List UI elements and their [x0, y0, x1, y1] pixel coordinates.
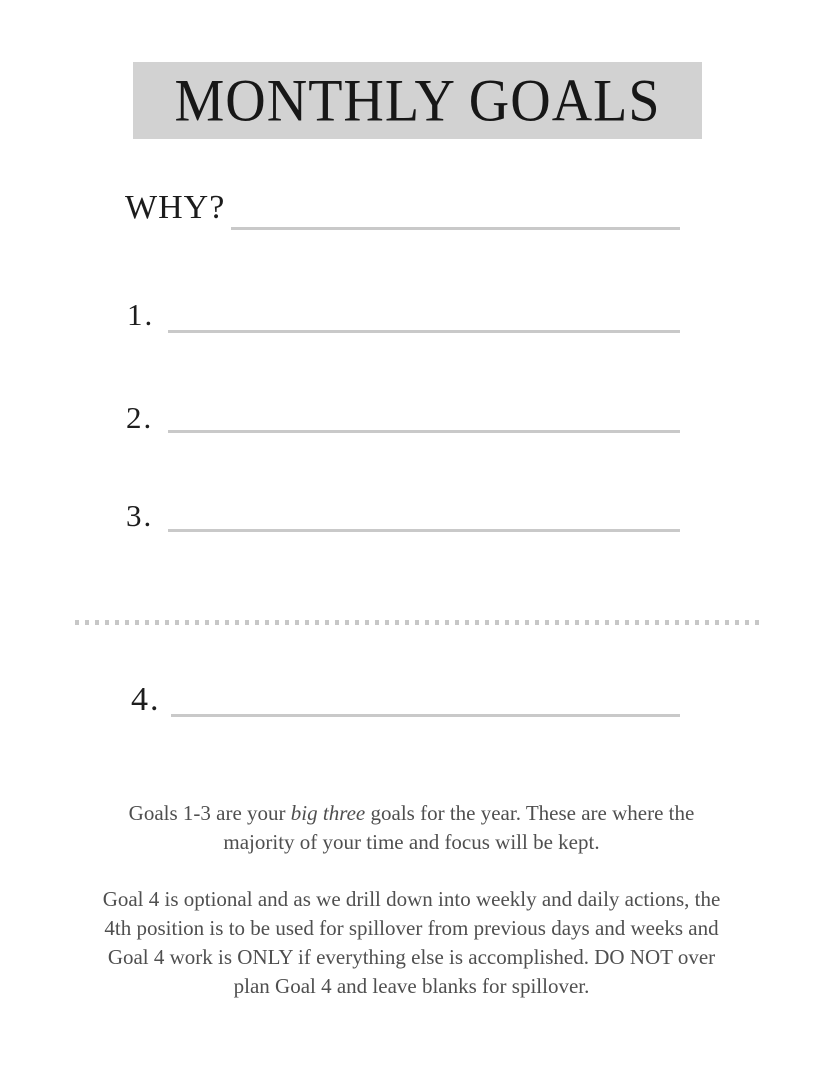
note-goals-1-3-suffix: goals for the year. These are where the majority of your time and focus will be kept.	[223, 801, 695, 854]
note-goals-1-3-prefix: Goals 1-3 are your	[128, 801, 291, 825]
goal-4-number: 4.	[131, 681, 161, 718]
note-goals-1-3-italic-phrase: big three	[290, 801, 366, 825]
goal-3-number: 3.	[126, 498, 154, 533]
title-banner	[133, 62, 702, 139]
goal-1-input-line[interactable]	[168, 330, 680, 333]
page-title: MONTHLY GOALS	[174, 67, 661, 134]
goal-4-input-line[interactable]	[171, 714, 680, 717]
goal-3-input-line[interactable]	[168, 529, 680, 532]
note-goal-4: Goal 4 is optional and as we drill down into weekly and daily actions, the 4th position is to be used for spillover from previous days and weeks and Goal 4 work is ONLY if everything else is accomplished. DO NOT over plan Goal 4 and leave blanks for spillover.	[102, 887, 721, 998]
why-label: WHY?	[125, 189, 226, 226]
why-input-line[interactable]	[231, 227, 680, 230]
goal-1-number: 1.	[127, 297, 155, 332]
goal-2-number: 2.	[126, 400, 154, 435]
dotted-divider	[75, 620, 762, 625]
goal-2-input-line[interactable]	[168, 430, 680, 433]
note-goals-1-3	[96, 799, 727, 857]
